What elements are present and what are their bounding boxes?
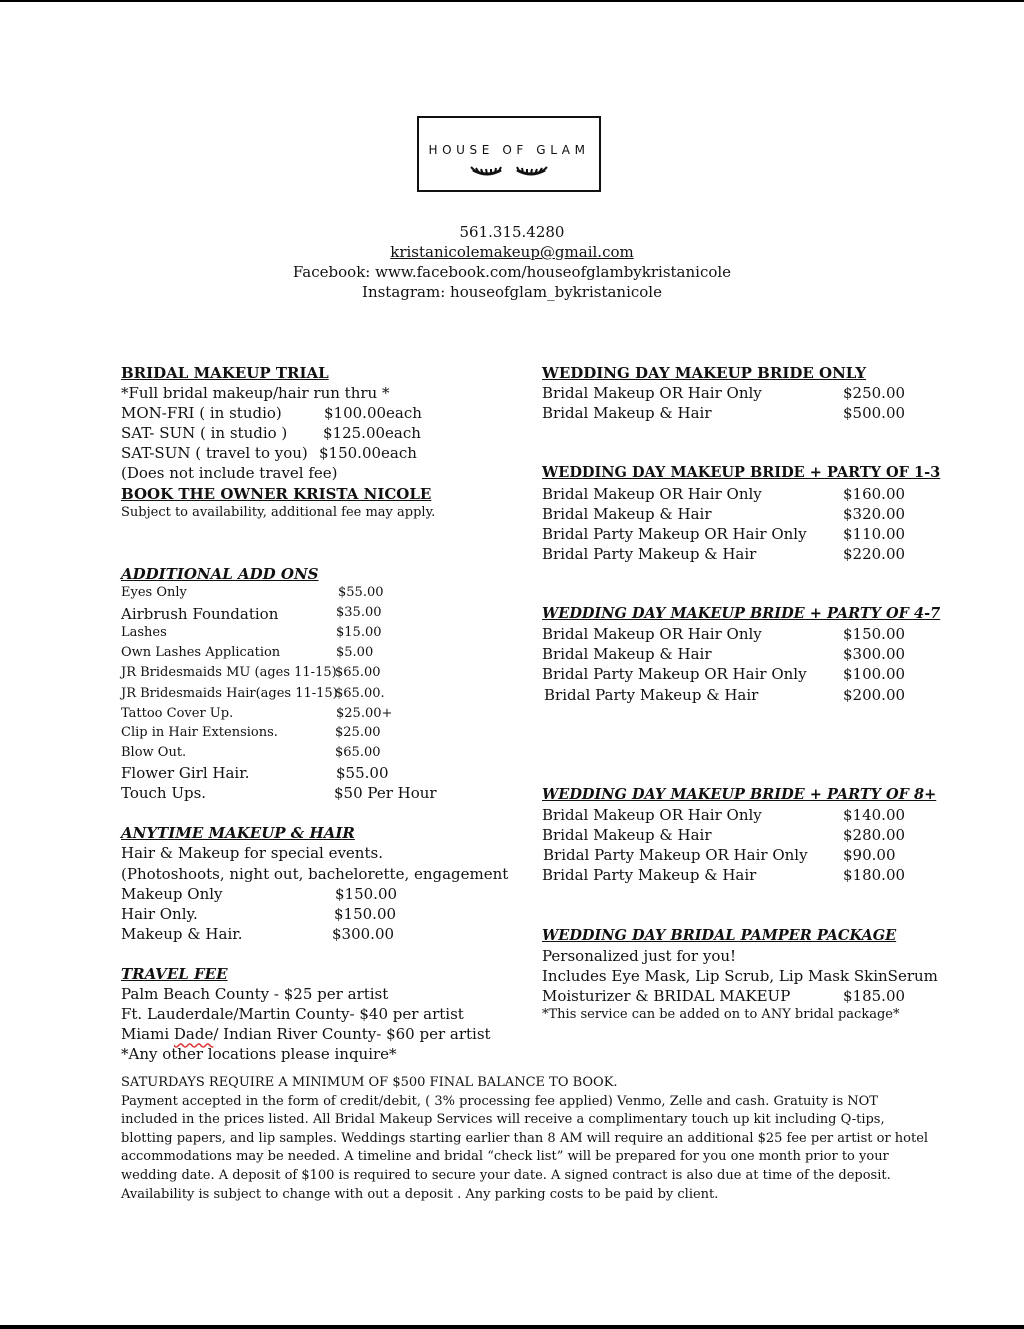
price-value: $300.00 [332, 924, 395, 943]
price-row [542, 826, 912, 846]
price-label: Bridal Party Makeup OR Hair Only [543, 846, 808, 865]
price-label: Bridal Party Makeup & Hair [544, 685, 759, 704]
logo [417, 116, 601, 192]
price-row [121, 925, 521, 945]
spacer [542, 444, 912, 464]
price-label: Bridal Makeup OR Hair Only [542, 806, 762, 825]
price-value: $55.00 [338, 585, 384, 601]
owner-note: Subject to availability, additional fee may apply. [121, 504, 436, 520]
addons-title: ADDITIONAL ADD ONS [121, 564, 319, 583]
price-row [121, 444, 521, 464]
price-label: Blow Out. [121, 744, 187, 760]
price-value: $150.00each [319, 444, 417, 463]
spacer [121, 545, 521, 565]
spacer [542, 706, 912, 726]
price-label: Makeup & Hair. [121, 924, 243, 943]
footer-line: Payment accepted in the form of credit/debit, ( 3% processing fee applied) Venmo, Zelle and cash. Gratuity is NOT [121, 1093, 878, 1109]
top-border [0, 0, 1024, 2]
price-label: Eyes Only [121, 585, 187, 601]
price-label: Bridal Makeup OR Hair Only [542, 625, 762, 644]
price-label: MON-FRI ( in studio) [121, 404, 282, 423]
spacer [121, 525, 521, 545]
price-value: $15.00 [336, 625, 382, 641]
price-row [121, 424, 521, 444]
travel-palm: Palm Beach County - $25 per artist [121, 985, 389, 1004]
left-column [121, 364, 521, 1066]
price-label: Bridal Makeup OR Hair Only [542, 384, 762, 403]
price-row [542, 505, 912, 525]
price-row [542, 384, 912, 404]
price-value: $200.00 [843, 685, 906, 704]
price-label: SAT-SUN ( travel to you) [121, 444, 308, 463]
price-label: Lashes [121, 625, 167, 641]
price-value: $280.00 [843, 826, 906, 845]
price-label: Own Lashes Application [121, 645, 281, 661]
price-row [542, 645, 912, 665]
price-value: $150.00 [843, 625, 906, 644]
price-label: Moisturizer & BRIDAL MAKEUP [542, 986, 791, 1005]
price-value: $65.00. [335, 685, 385, 701]
footer-terms [121, 1074, 929, 1204]
price-value: $150.00 [335, 884, 398, 903]
price-row [121, 784, 521, 804]
trial-note: *Full bridal makeup/hair run thru * [121, 384, 390, 403]
price-row [542, 806, 912, 826]
price-row [121, 764, 521, 784]
footer-line: included in the prices listed. All Bridal Makeup Services will receive a complimentary touch up kit including Q-tips, [121, 1112, 885, 1128]
price-value: $65.00 [335, 744, 381, 760]
travel-ftl: Ft. Lauderdale/Martin County- $40 per artist [121, 1005, 464, 1024]
price-value: $5.00 [336, 645, 374, 661]
price-row [121, 725, 521, 745]
price-value: $110.00 [843, 524, 906, 543]
price-label: Bridal Party Makeup OR Hair Only [542, 524, 807, 543]
price-label: Hair Only. [121, 904, 198, 923]
anytime-line1: Hair & Makeup for special events. [121, 844, 383, 863]
price-row [121, 665, 521, 685]
spacer [542, 424, 912, 444]
price-label: Bridal Makeup & Hair [542, 404, 712, 423]
price-value: $320.00 [843, 504, 906, 523]
price-value: $65.00 [335, 665, 381, 681]
travel-other: *Any other locations please inquire* [121, 1045, 397, 1064]
price-row [121, 404, 521, 424]
spacer [542, 907, 912, 927]
party-8-title: WEDDING DAY MAKEUP BRIDE + PARTY OF 8+ [542, 785, 937, 803]
email-link[interactable]: kristanicolemakeup@gmail.com [390, 243, 634, 261]
price-label: Airbrush Foundation [121, 605, 279, 624]
price-label: Bridal Makeup OR Hair Only [542, 484, 762, 503]
price-label: Touch Ups. [121, 784, 207, 803]
spacer [542, 746, 912, 766]
price-row [121, 585, 521, 605]
price-label: JR Bridesmaids Hair(ages 11-15) [121, 685, 338, 701]
price-row [121, 905, 521, 925]
price-label: SAT- SUN ( in studio ) [121, 424, 288, 443]
phone: 561.315.4280 [459, 223, 565, 241]
price-label: Bridal Party Makeup & Hair [542, 544, 757, 563]
spacer [542, 585, 912, 605]
price-label: Makeup Only [121, 884, 223, 903]
price-row [542, 525, 912, 545]
price-row [121, 686, 521, 706]
price-row [542, 665, 912, 685]
price-value: $160.00 [843, 484, 906, 503]
price-row [542, 686, 912, 706]
spacer [121, 945, 521, 965]
bottom-border [0, 1325, 1024, 1329]
price-row [542, 404, 912, 424]
price-row [542, 625, 912, 645]
price-value: $140.00 [843, 806, 906, 825]
price-value: $100.00each [324, 404, 422, 423]
price-row [542, 987, 912, 1007]
price-value: $55.00 [336, 764, 389, 783]
price-value: $35.00 [336, 605, 382, 621]
logo-text: HOUSE OF GLAM [428, 143, 590, 157]
footer-line: accommodations may be needed. A timeline and bridal “check list” will be prepared for you one month prior to your [121, 1149, 889, 1165]
price-value: $125.00each [323, 424, 421, 443]
price-row [542, 485, 912, 505]
price-value: $185.00 [843, 986, 906, 1005]
price-row [121, 605, 521, 625]
owner-title: BOOK THE OWNER KRISTA NICOLE [121, 484, 432, 503]
footer-line: Availability is subject to change with out a deposit . Any parking costs to be paid by client. [121, 1186, 719, 1202]
footer-line: blotting papers, and lip samples. Weddings starting earlier than 8 AM will require an additional $25 fee per artist or hotel [121, 1130, 929, 1146]
price-row [542, 846, 912, 866]
price-label: Bridal Party Makeup OR Hair Only [542, 665, 807, 684]
price-label: Bridal Makeup & Hair [542, 645, 712, 664]
price-row [121, 645, 521, 665]
instagram: Instagram: houseofglam_bykristanicole [362, 283, 662, 301]
spacer [121, 804, 521, 824]
price-row [542, 545, 912, 565]
price-value: $250.00 [843, 384, 906, 403]
price-row [542, 866, 912, 886]
price-value: $220.00 [843, 544, 906, 563]
price-label: Bridal Makeup & Hair [542, 504, 712, 523]
price-label: JR Bridesmaids MU (ages 11-15) [121, 665, 337, 681]
price-value: $25.00 [335, 725, 381, 741]
pamper-line1: Personalized just for you! [542, 946, 737, 965]
contact-block [0, 222, 1024, 302]
price-value: $180.00 [843, 866, 906, 885]
price-row [121, 706, 521, 726]
price-value: $500.00 [843, 404, 906, 423]
spacer [542, 766, 912, 786]
price-label: Clip in Hair Extensions. [121, 725, 278, 741]
travel-title: TRAVEL FEE [121, 965, 228, 984]
price-value: $90.00 [843, 846, 896, 865]
price-label: Flower Girl Hair. [121, 764, 250, 783]
travel-miami [121, 1025, 521, 1045]
anytime-line2: (Photoshoots, night out, bachelorette, engagement [121, 864, 509, 883]
right-column [542, 364, 941, 1027]
travel-miami-a: Miami [121, 1025, 174, 1044]
travel-miami-c: / Indian River County- $60 per artist [213, 1025, 491, 1044]
pamper-title: WEDDING DAY BRIDAL PAMPER PACKAGE [542, 926, 897, 944]
footer-line: SATURDAYS REQUIRE A MINIMUM OF $500 FINAL BALANCE TO BOOK. [121, 1075, 618, 1090]
price-label: Tattoo Cover Up. [121, 705, 234, 721]
footer-line: wedding date. A deposit of $100 is required to secure your date. A signed contract is also due at time of the deposit. [121, 1167, 891, 1183]
price-label: Bridal Makeup & Hair [542, 826, 712, 845]
price-value: $25.00+ [336, 705, 393, 721]
party-4-7-title: WEDDING DAY MAKEUP BRIDE + PARTY OF 4-7 [542, 605, 941, 623]
pamper-note: *This service can be added on to ANY bridal package* [542, 1007, 900, 1022]
travel-miami-b: Dade [173, 1025, 214, 1044]
spacer [542, 886, 912, 906]
party-1-3-title: WEDDING DAY MAKEUP BRIDE + PARTY OF 1-3 [542, 464, 941, 482]
price-value: $150.00 [334, 904, 397, 923]
price-value: $300.00 [843, 645, 906, 664]
facebook: Facebook: www.facebook.com/houseofglambykristanicole [292, 263, 732, 281]
spacer [542, 565, 912, 585]
pamper-line2: Includes Eye Mask, Lip Scrub, Lip Mask SkinSerum [542, 966, 938, 985]
bride-only-title: WEDDING DAY MAKEUP BRIDE ONLY [542, 364, 867, 382]
trial-title: BRIDAL MAKEUP TRIAL [121, 364, 329, 382]
price-row [121, 745, 521, 765]
price-value: $100.00 [843, 665, 906, 684]
price-row [121, 625, 521, 645]
spacer [542, 726, 912, 746]
anytime-title: ANYTIME MAKEUP & HAIR [121, 824, 355, 843]
price-row [121, 885, 521, 905]
price-value: $50 Per Hour [334, 784, 437, 803]
price-label: Bridal Party Makeup & Hair [542, 866, 757, 885]
travel-note: (Does not include travel fee) [121, 464, 338, 483]
